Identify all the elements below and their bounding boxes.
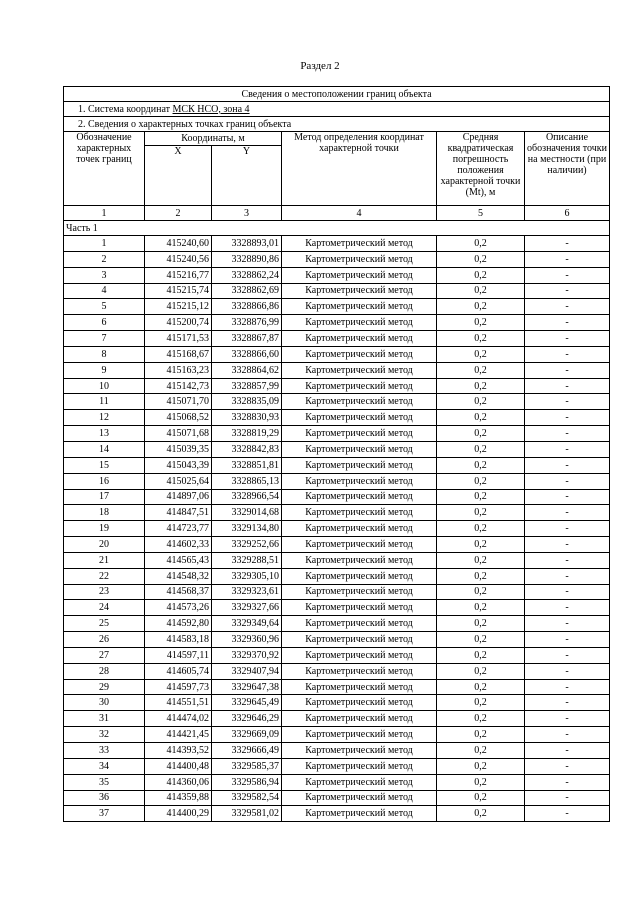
column-number: 6 — [525, 206, 610, 221]
description-cell: - — [525, 647, 610, 663]
y-coordinate-cell: 3329646,29 — [212, 711, 282, 727]
boundary-points-table — [63, 86, 610, 822]
y-coordinate-cell: 3328830,93 — [212, 410, 282, 426]
error-cell: 0,2 — [437, 331, 525, 347]
x-coordinate-cell: 415215,74 — [145, 283, 212, 299]
point-number-cell: 27 — [64, 647, 145, 663]
method-cell: Картометрический метод — [282, 806, 437, 822]
column-number: 4 — [282, 206, 437, 221]
y-coordinate-cell: 3329305,10 — [212, 568, 282, 584]
point-number-cell: 10 — [64, 378, 145, 394]
header-y: Y — [212, 146, 282, 206]
x-coordinate-cell: 414897,06 — [145, 489, 212, 505]
y-coordinate-cell: 3329323,61 — [212, 584, 282, 600]
description-cell: - — [525, 679, 610, 695]
y-coordinate-cell: 3328835,09 — [212, 394, 282, 410]
point-number-cell: 29 — [64, 679, 145, 695]
description-cell: - — [525, 600, 610, 616]
method-cell: Картометрический метод — [282, 362, 437, 378]
coord-system-row — [64, 102, 610, 117]
y-coordinate-cell: 3328862,24 — [212, 267, 282, 283]
error-cell: 0,2 — [437, 663, 525, 679]
description-cell: - — [525, 521, 610, 537]
column-numbers-row — [64, 206, 610, 221]
y-coordinate-cell: 3329581,02 — [212, 806, 282, 822]
y-coordinate-cell: 3329586,94 — [212, 774, 282, 790]
error-cell: 0,2 — [437, 647, 525, 663]
description-cell: - — [525, 267, 610, 283]
x-coordinate-cell: 414597,73 — [145, 679, 212, 695]
description-cell: - — [525, 394, 610, 410]
table-row — [64, 394, 610, 410]
y-coordinate-cell: 3328819,29 — [212, 426, 282, 442]
coord-system-value: МСК НСО, зона 4 — [172, 103, 250, 115]
x-coordinate-cell: 415215,12 — [145, 299, 212, 315]
description-cell: - — [525, 616, 610, 632]
description-cell: - — [525, 758, 610, 774]
table-row — [64, 647, 610, 663]
y-coordinate-cell: 3328876,99 — [212, 315, 282, 331]
column-number: 5 — [437, 206, 525, 221]
section-title: Раздел 2 — [300, 60, 340, 72]
description-cell: - — [525, 457, 610, 473]
method-cell: Картометрический метод — [282, 473, 437, 489]
method-cell: Картометрический метод — [282, 331, 437, 347]
description-cell: - — [525, 378, 610, 394]
error-cell: 0,2 — [437, 790, 525, 806]
description-cell: - — [525, 236, 610, 252]
x-coordinate-cell: 414723,77 — [145, 521, 212, 537]
method-cell: Картометрический метод — [282, 505, 437, 521]
y-coordinate-cell: 3329407,94 — [212, 663, 282, 679]
y-coordinate-cell: 3329288,51 — [212, 552, 282, 568]
error-cell: 0,2 — [437, 457, 525, 473]
table-row — [64, 521, 610, 537]
method-cell: Картометрический метод — [282, 251, 437, 267]
error-cell: 0,2 — [437, 394, 525, 410]
point-number-cell: 9 — [64, 362, 145, 378]
y-coordinate-cell: 3329252,66 — [212, 537, 282, 553]
x-coordinate-cell: 414565,43 — [145, 552, 212, 568]
table-row — [64, 711, 610, 727]
y-coordinate-cell: 3329582,54 — [212, 790, 282, 806]
method-cell: Картометрический метод — [282, 267, 437, 283]
description-cell: - — [525, 331, 610, 347]
error-cell: 0,2 — [437, 489, 525, 505]
table-row — [64, 457, 610, 473]
x-coordinate-cell: 415039,35 — [145, 441, 212, 457]
point-number-cell: 35 — [64, 774, 145, 790]
method-cell: Картометрический метод — [282, 315, 437, 331]
method-cell: Картометрический метод — [282, 647, 437, 663]
error-cell: 0,2 — [437, 251, 525, 267]
table-row — [64, 236, 610, 252]
y-coordinate-cell: 3328865,13 — [212, 473, 282, 489]
description-cell: - — [525, 441, 610, 457]
method-cell: Картометрический метод — [282, 236, 437, 252]
point-number-cell: 11 — [64, 394, 145, 410]
table-row — [64, 743, 610, 759]
point-number-cell: 23 — [64, 584, 145, 600]
y-coordinate-cell: 3328866,60 — [212, 346, 282, 362]
x-coordinate-cell: 415071,70 — [145, 394, 212, 410]
point-number-cell: 21 — [64, 552, 145, 568]
point-number-cell: 22 — [64, 568, 145, 584]
table-row — [64, 315, 610, 331]
point-number-cell: 26 — [64, 632, 145, 648]
error-cell: 0,2 — [437, 727, 525, 743]
point-number-cell: 14 — [64, 441, 145, 457]
y-coordinate-cell: 3329669,09 — [212, 727, 282, 743]
description-cell: - — [525, 552, 610, 568]
y-coordinate-cell: 3328862,69 — [212, 283, 282, 299]
description-cell: - — [525, 346, 610, 362]
y-coordinate-cell: 3329349,64 — [212, 616, 282, 632]
y-coordinate-cell: 3328866,86 — [212, 299, 282, 315]
description-cell: - — [525, 283, 610, 299]
method-cell: Картометрический метод — [282, 489, 437, 505]
table-row — [64, 283, 610, 299]
y-coordinate-cell: 3328842,83 — [212, 441, 282, 457]
y-coordinate-cell: 3328966,54 — [212, 489, 282, 505]
table-row — [64, 378, 610, 394]
header-description: Описание обозначения точки на местности (при наличии) — [525, 132, 610, 206]
table-row — [64, 410, 610, 426]
point-number-cell: 7 — [64, 331, 145, 347]
error-cell: 0,2 — [437, 774, 525, 790]
x-coordinate-cell: 414548,32 — [145, 568, 212, 584]
description-cell: - — [525, 632, 610, 648]
method-cell: Картометрический метод — [282, 679, 437, 695]
description-cell: - — [525, 410, 610, 426]
description-cell: - — [525, 537, 610, 553]
y-coordinate-cell: 3329134,80 — [212, 521, 282, 537]
table-row — [64, 616, 610, 632]
coord-system-prefix: 1. Система координат — [78, 103, 173, 115]
description-cell: - — [525, 315, 610, 331]
x-coordinate-cell: 414568,37 — [145, 584, 212, 600]
y-coordinate-cell: 3329360,96 — [212, 632, 282, 648]
method-cell: Картометрический метод — [282, 774, 437, 790]
table-row — [64, 489, 610, 505]
table-body — [64, 87, 610, 822]
error-cell: 0,2 — [437, 711, 525, 727]
description-cell: - — [525, 663, 610, 679]
table-row — [64, 663, 610, 679]
point-number-cell: 36 — [64, 790, 145, 806]
error-cell: 0,2 — [437, 346, 525, 362]
point-number-cell: 13 — [64, 426, 145, 442]
error-cell: 0,2 — [437, 758, 525, 774]
point-number-cell: 34 — [64, 758, 145, 774]
x-coordinate-cell: 415071,68 — [145, 426, 212, 442]
error-cell: 0,2 — [437, 315, 525, 331]
point-number-cell: 16 — [64, 473, 145, 489]
table-row — [64, 552, 610, 568]
table-row — [64, 600, 610, 616]
error-cell: 0,2 — [437, 521, 525, 537]
point-number-cell: 33 — [64, 743, 145, 759]
method-cell: Картометрический метод — [282, 695, 437, 711]
description-cell: - — [525, 743, 610, 759]
x-coordinate-cell: 414597,11 — [145, 647, 212, 663]
description-cell: - — [525, 806, 610, 822]
point-number-cell: 19 — [64, 521, 145, 537]
point-number-cell: 32 — [64, 727, 145, 743]
table-row — [64, 584, 610, 600]
y-coordinate-cell: 3329647,38 — [212, 679, 282, 695]
description-cell: - — [525, 426, 610, 442]
y-coordinate-cell: 3329014,68 — [212, 505, 282, 521]
point-number-cell: 24 — [64, 600, 145, 616]
point-number-cell: 8 — [64, 346, 145, 362]
error-cell: 0,2 — [437, 505, 525, 521]
method-cell: Картометрический метод — [282, 568, 437, 584]
header-coordinates: Координаты, м — [145, 132, 282, 146]
y-coordinate-cell: 3329666,49 — [212, 743, 282, 759]
error-cell: 0,2 — [437, 568, 525, 584]
x-coordinate-cell: 414602,33 — [145, 537, 212, 553]
point-number-cell: 1 — [64, 236, 145, 252]
x-coordinate-cell: 415043,39 — [145, 457, 212, 473]
x-coordinate-cell: 414400,29 — [145, 806, 212, 822]
point-number-cell: 4 — [64, 283, 145, 299]
point-number-cell: 30 — [64, 695, 145, 711]
column-number: 1 — [64, 206, 145, 221]
table-row — [64, 537, 610, 553]
x-coordinate-cell: 414583,18 — [145, 632, 212, 648]
error-cell: 0,2 — [437, 743, 525, 759]
table-row — [64, 441, 610, 457]
table-row — [64, 267, 610, 283]
column-number: 3 — [212, 206, 282, 221]
error-cell: 0,2 — [437, 616, 525, 632]
table-row — [64, 505, 610, 521]
method-cell: Картометрический метод — [282, 584, 437, 600]
method-cell: Картометрический метод — [282, 727, 437, 743]
method-cell: Картометрический метод — [282, 346, 437, 362]
error-cell: 0,2 — [437, 695, 525, 711]
method-cell: Картометрический метод — [282, 537, 437, 553]
error-cell: 0,2 — [437, 584, 525, 600]
description-cell: - — [525, 568, 610, 584]
y-coordinate-cell: 3328851,81 — [212, 457, 282, 473]
method-cell: Картометрический метод — [282, 394, 437, 410]
y-coordinate-cell: 3328867,87 — [212, 331, 282, 347]
x-coordinate-cell: 415240,56 — [145, 251, 212, 267]
point-number-cell: 25 — [64, 616, 145, 632]
point-number-cell: 2 — [64, 251, 145, 267]
method-cell: Картометрический метод — [282, 743, 437, 759]
point-number-cell: 17 — [64, 489, 145, 505]
description-cell: - — [525, 695, 610, 711]
column-number: 2 — [145, 206, 212, 221]
table-row — [64, 426, 610, 442]
table-row — [64, 362, 610, 378]
table-row — [64, 251, 610, 267]
description-cell: - — [525, 584, 610, 600]
x-coordinate-cell: 414605,74 — [145, 663, 212, 679]
error-cell: 0,2 — [437, 473, 525, 489]
table-row — [64, 727, 610, 743]
method-cell: Картометрический метод — [282, 299, 437, 315]
header-point-designation: Обозначение характерных точек границ — [64, 132, 145, 206]
table-row — [64, 346, 610, 362]
error-cell: 0,2 — [437, 236, 525, 252]
x-coordinate-cell: 414421,45 — [145, 727, 212, 743]
y-coordinate-cell: 3329370,92 — [212, 647, 282, 663]
part-label: Часть 1 — [64, 221, 610, 236]
point-number-cell: 5 — [64, 299, 145, 315]
method-cell: Картометрический метод — [282, 521, 437, 537]
error-cell: 0,2 — [437, 537, 525, 553]
x-coordinate-cell: 414847,51 — [145, 505, 212, 521]
method-cell: Картометрический метод — [282, 790, 437, 806]
table-row — [64, 806, 610, 822]
x-coordinate-cell: 414592,80 — [145, 616, 212, 632]
error-cell: 0,2 — [437, 806, 525, 822]
table-row — [64, 774, 610, 790]
table-row — [64, 790, 610, 806]
x-coordinate-cell: 414393,52 — [145, 743, 212, 759]
x-coordinate-cell: 415025,64 — [145, 473, 212, 489]
error-cell: 0,2 — [437, 410, 525, 426]
method-cell: Картометрический метод — [282, 758, 437, 774]
error-cell: 0,2 — [437, 267, 525, 283]
error-cell: 0,2 — [437, 632, 525, 648]
x-coordinate-cell: 415068,52 — [145, 410, 212, 426]
method-cell: Картометрический метод — [282, 426, 437, 442]
table-row — [64, 679, 610, 695]
x-coordinate-cell: 415200,74 — [145, 315, 212, 331]
error-cell: 0,2 — [437, 552, 525, 568]
table-row — [64, 299, 610, 315]
header-error: Средняя квадратическая погрешность положения характерной точки (Mt), м — [437, 132, 525, 206]
point-number-cell: 20 — [64, 537, 145, 553]
table-row — [64, 568, 610, 584]
method-cell: Картометрический метод — [282, 441, 437, 457]
method-cell: Картометрический метод — [282, 711, 437, 727]
description-cell: - — [525, 489, 610, 505]
y-coordinate-cell: 3329585,37 — [212, 758, 282, 774]
header-x: X — [145, 146, 212, 206]
point-number-cell: 6 — [64, 315, 145, 331]
x-coordinate-cell: 415171,53 — [145, 331, 212, 347]
point-number-cell: 15 — [64, 457, 145, 473]
table-title: Сведения о местоположении границ объекта — [64, 87, 610, 102]
x-coordinate-cell: 414551,51 — [145, 695, 212, 711]
x-coordinate-cell: 415216,77 — [145, 267, 212, 283]
method-cell: Картометрический метод — [282, 378, 437, 394]
point-number-cell: 37 — [64, 806, 145, 822]
description-cell: - — [525, 505, 610, 521]
point-number-cell: 3 — [64, 267, 145, 283]
error-cell: 0,2 — [437, 600, 525, 616]
method-cell: Картометрический метод — [282, 552, 437, 568]
table-row — [64, 632, 610, 648]
characteristic-points-title: 2. Сведения о характерных точках границ объекта — [64, 117, 610, 132]
method-cell: Картометрический метод — [282, 283, 437, 299]
x-coordinate-cell: 415142,73 — [145, 378, 212, 394]
description-cell: - — [525, 727, 610, 743]
point-number-cell: 18 — [64, 505, 145, 521]
table-row — [64, 695, 610, 711]
method-cell: Картометрический метод — [282, 600, 437, 616]
x-coordinate-cell: 414360,06 — [145, 774, 212, 790]
description-cell: - — [525, 299, 610, 315]
x-coordinate-cell: 414359,88 — [145, 790, 212, 806]
error-cell: 0,2 — [437, 441, 525, 457]
error-cell: 0,2 — [437, 679, 525, 695]
method-cell: Картометрический метод — [282, 457, 437, 473]
x-coordinate-cell: 414474,02 — [145, 711, 212, 727]
method-cell: Картометрический метод — [282, 663, 437, 679]
x-coordinate-cell: 414573,26 — [145, 600, 212, 616]
x-coordinate-cell: 415168,67 — [145, 346, 212, 362]
table-row — [64, 331, 610, 347]
y-coordinate-cell: 3328857,99 — [212, 378, 282, 394]
method-cell: Картометрический метод — [282, 632, 437, 648]
description-cell: - — [525, 362, 610, 378]
error-cell: 0,2 — [437, 362, 525, 378]
x-coordinate-cell: 415163,23 — [145, 362, 212, 378]
description-cell: - — [525, 774, 610, 790]
y-coordinate-cell: 3329645,49 — [212, 695, 282, 711]
y-coordinate-cell: 3328864,62 — [212, 362, 282, 378]
description-cell: - — [525, 473, 610, 489]
error-cell: 0,2 — [437, 378, 525, 394]
error-cell: 0,2 — [437, 299, 525, 315]
point-number-cell: 12 — [64, 410, 145, 426]
point-number-cell: 28 — [64, 663, 145, 679]
x-coordinate-cell: 414400,48 — [145, 758, 212, 774]
point-number-cell: 31 — [64, 711, 145, 727]
x-coordinate-cell: 415240,60 — [145, 236, 212, 252]
description-cell: - — [525, 711, 610, 727]
method-cell: Картометрический метод — [282, 616, 437, 632]
error-cell: 0,2 — [437, 283, 525, 299]
y-coordinate-cell: 3328893,01 — [212, 236, 282, 252]
description-cell: - — [525, 251, 610, 267]
table-row — [64, 758, 610, 774]
error-cell: 0,2 — [437, 426, 525, 442]
table-row — [64, 473, 610, 489]
y-coordinate-cell: 3329327,66 — [212, 600, 282, 616]
description-cell: - — [525, 790, 610, 806]
method-cell: Картометрический метод — [282, 410, 437, 426]
y-coordinate-cell: 3328890,86 — [212, 251, 282, 267]
header-method: Метод определения координат характерной точки — [282, 132, 437, 206]
